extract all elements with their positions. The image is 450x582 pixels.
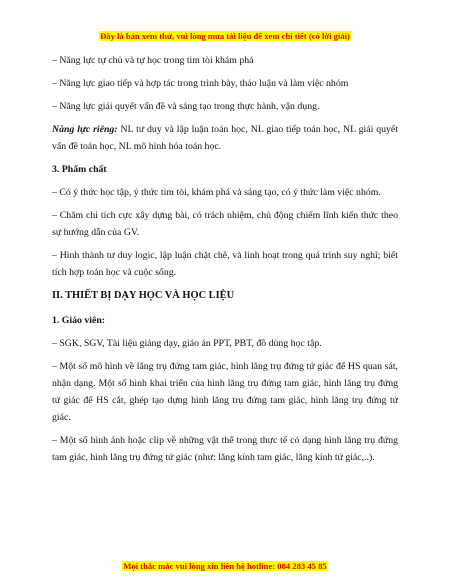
equipment-item: – Một số hình ảnh hoặc clip về những vật thể trong thực tế có dạng hình lăng trụ đứng tam giác, hình lăng trụ đứng tứ giác (như: lăng kính tam giác, lăng kính tứ giác,..).	[52, 435, 398, 463]
specific-competency-paragraph	[52, 121, 398, 155]
qualities-heading: 3. Phẩm chất	[52, 164, 107, 175]
equipment-item: – SGK, SGV, Tài liệu giảng dạy, giáo án PPT, PBT, đồ dùng học tập.	[52, 338, 322, 349]
competency-item: – Năng lực giải quyết vấn đề và sáng tạo trong thực hành, vận dụng.	[52, 101, 320, 112]
equipment-item: – Một số mô hình về lăng trụ đứng tam giác, hình lăng trụ đứng tứ giác để HS quan sát, nhận dạng. Một số hình khai triển của hình lăng trụ đứng tam giác, hình lăng trụ đứng tứ giác để HS cắt, ghép tạo dựng hình lăng trụ đứng tam giác, hình lăng trụ đứng tứ giác.	[52, 361, 398, 423]
quality-item: – Hình thành tư duy logic, lập luận chặt chẽ, và linh hoạt trong quá trình suy nghĩ; biết tích hợp toán học và cuộc sống.	[52, 250, 398, 278]
quality-item: – Chăm chỉ tích cực xây dựng bài, có trách nhiệm, chủ động chiếm lĩnh kiến thức theo sự hướng dẫn của GV.	[52, 210, 398, 238]
specific-competency-text: NL tư duy và lập luận toán học, NL giao tiếp toán học, NL giải quyết vấn đề toán học, NL mô hình hóa toán học.	[52, 124, 398, 152]
equipment-heading: II. THIẾT BỊ DẠY HỌC VÀ HỌC LIỆU	[52, 290, 235, 301]
document-body	[52, 52, 398, 472]
preview-notice-banner	[0, 26, 450, 44]
hotline-text: Mọi thắc mắc vui lòng xin liên hệ hotline: 084 283 45 85	[123, 561, 327, 571]
hotline-banner	[0, 556, 450, 574]
preview-notice-text: Đây là bản xem thử, vui lòng mua tài liệu để xem chi tiết (có lời giải)	[100, 31, 350, 41]
teacher-heading: 1. Giáo viên:	[52, 315, 106, 326]
quality-item: – Có ý thức học tập, ý thức tìm tòi, khám phá và sáng tạo, có ý thức làm việc nhóm.	[52, 187, 381, 198]
competency-item: – Năng lực tự chủ và tự học trong tìm tòi khám phá	[52, 55, 254, 66]
competency-item: – Năng lực giao tiếp và hợp tác trong trình bày, thảo luận và làm việc nhóm	[52, 78, 349, 89]
specific-competency-label: Năng lực riêng:	[52, 124, 118, 135]
